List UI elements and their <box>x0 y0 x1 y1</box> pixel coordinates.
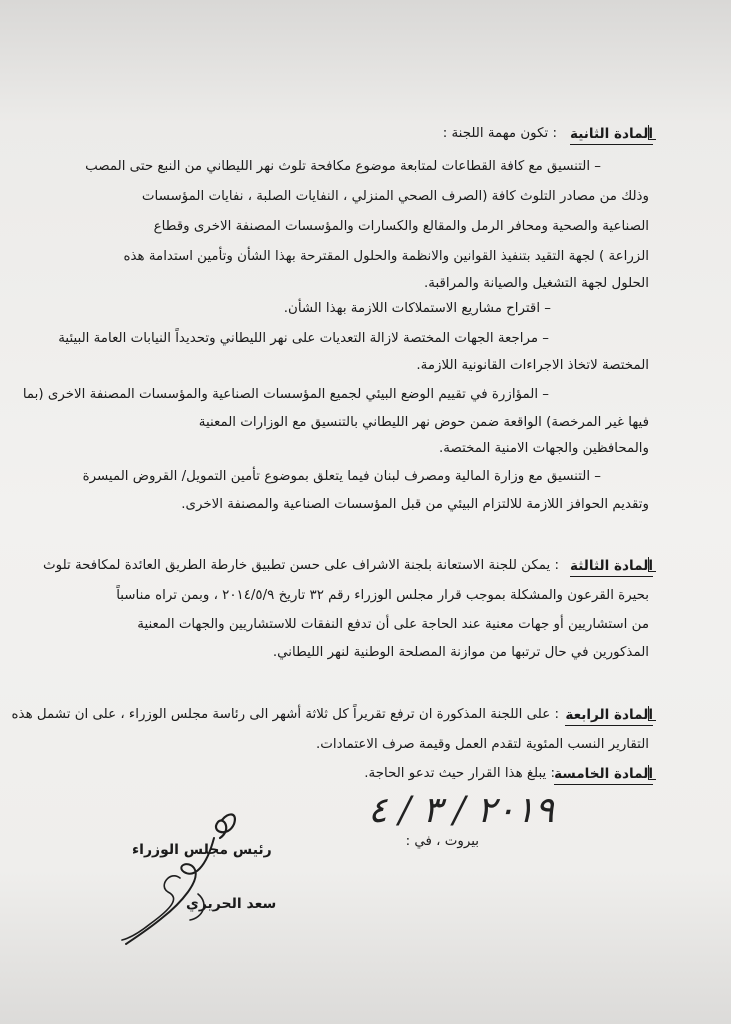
article4-line-1: : على اللجنة المذكورة ان ترفع تقريراً كل ثلاثة أشهر الى رئاسة مجلس الوزراء ، على ان تشمل هذه <box>11 707 559 722</box>
article2-line-9: – المؤازرة في تقييم الوضع البيئي لجميع المؤسسات الصناعية والمؤسسات المصنفة الاخرى (بما <box>22 387 549 402</box>
article3-line-4: المذكورين في حال ترتبها من موازنة المصلحة الوطنية لنهر الليطاني. <box>272 645 649 660</box>
place-and-date-label: بيروت ، في : <box>405 834 479 849</box>
article4-line-2: التقارير النسب المئوية لتقدم العمل وقيمة صرف الاعتمادات. <box>316 737 649 752</box>
signatory-title: رئيس مجلس الوزراء <box>132 842 272 858</box>
article2-heading-wrap <box>570 125 653 143</box>
article2-line-10: فيها غير المرخصة) الواقعة ضمن حوض نهر الليطاني بالتنسيق مع الوزارات المعنية <box>198 415 649 430</box>
article3-heading-wrap <box>570 557 653 575</box>
article4-heading-wrap <box>565 706 653 724</box>
heading-bracket <box>648 125 656 140</box>
article2-line-11: والمحافظين والجهات الامنية المختصة. <box>439 441 649 456</box>
article3-line-2: بحيرة القرعون والمشكلة بموجب قرار مجلس الوزراء رقم ٣٢ تاريخ ٢٠١٤/٥/٩ ، وبمن تراه مناسباً <box>116 588 649 603</box>
signatory-name: سعد الحريري <box>186 896 277 912</box>
article2-line-12: – التنسيق مع وزارة المالية ومصرف لبنان فيما يتعلق بموضوع تأمين التمويل/ القروض الميسرة <box>82 469 601 484</box>
article3-line-3: من استشاريين أو جهات معنية عند الحاجة على أن تدفع النفقات للاستشاريين والجهات المعنية <box>137 617 649 632</box>
handwritten-signature <box>110 808 260 948</box>
heading-bracket <box>648 706 656 721</box>
article2-line-1: – التنسيق مع كافة القطاعات لمتابعة موضوع مكافحة تلوث نهر الليطاني من النبع حتى المصب <box>85 159 601 174</box>
article2-line-3: الصناعية والصحية ومحافر الرمل والمقالع والكسارات والمؤسسات المصنفة الاخرى وقطاع <box>153 219 649 234</box>
article5-text: : يبلغ هذا القرار حيث تدعو الحاجة. <box>364 766 555 781</box>
article5-heading-wrap <box>554 765 653 783</box>
article2-line-5: الحلول لجهة التشغيل والصيانة والمراقبة. <box>424 276 649 291</box>
article5-heading: المادة الخامسة <box>554 766 653 785</box>
article3-line-1: : يمكن للجنة الاستعانة بلجنة الاشراف على حسن تطبيق خارطة الطريق العائدة لمكافحة تلوث <box>43 558 559 573</box>
article2-intro: : تكون مهمة اللجنة : <box>442 126 557 141</box>
article4-heading: المادة الرابعة <box>565 707 653 726</box>
heading-bracket <box>648 765 656 780</box>
article2-line-4: الزراعة ) لجهة التقيد بتنفيذ القوانين والانظمة والحلول المقترحة بهذا الشأن وتأمين استدامة هذه <box>123 249 649 264</box>
article3-heading: المادة الثالثة <box>570 558 653 577</box>
article2-heading: المادة الثانية <box>570 126 653 145</box>
article2-line-2: وذلك من مصادر التلوث كافة (الصرف الصحي المنزلي ، النفايات الصلبة ، نفايات المؤسسات <box>141 189 649 204</box>
article2-line-13: وتقديم الحوافز اللازمة للالتزام البيئي من قبل المؤسسات الصناعية والمصنفة الاخرى. <box>181 497 649 512</box>
handwritten-date: ٢٠١٩ / ٣ / ٤ <box>368 790 555 831</box>
heading-bracket <box>648 557 656 572</box>
article2-line-6: – اقتراح مشاريع الاستملاكات اللازمة بهذا الشأن. <box>283 301 551 316</box>
article2-line-7: – مراجعة الجهات المختصة لازالة التعديات على نهر الليطاني وتحديداً النيابات العامة البيئية <box>58 331 549 346</box>
article2-line-8: المختصة لاتخاذ الاجراءات القانونية اللازمة. <box>416 358 649 373</box>
